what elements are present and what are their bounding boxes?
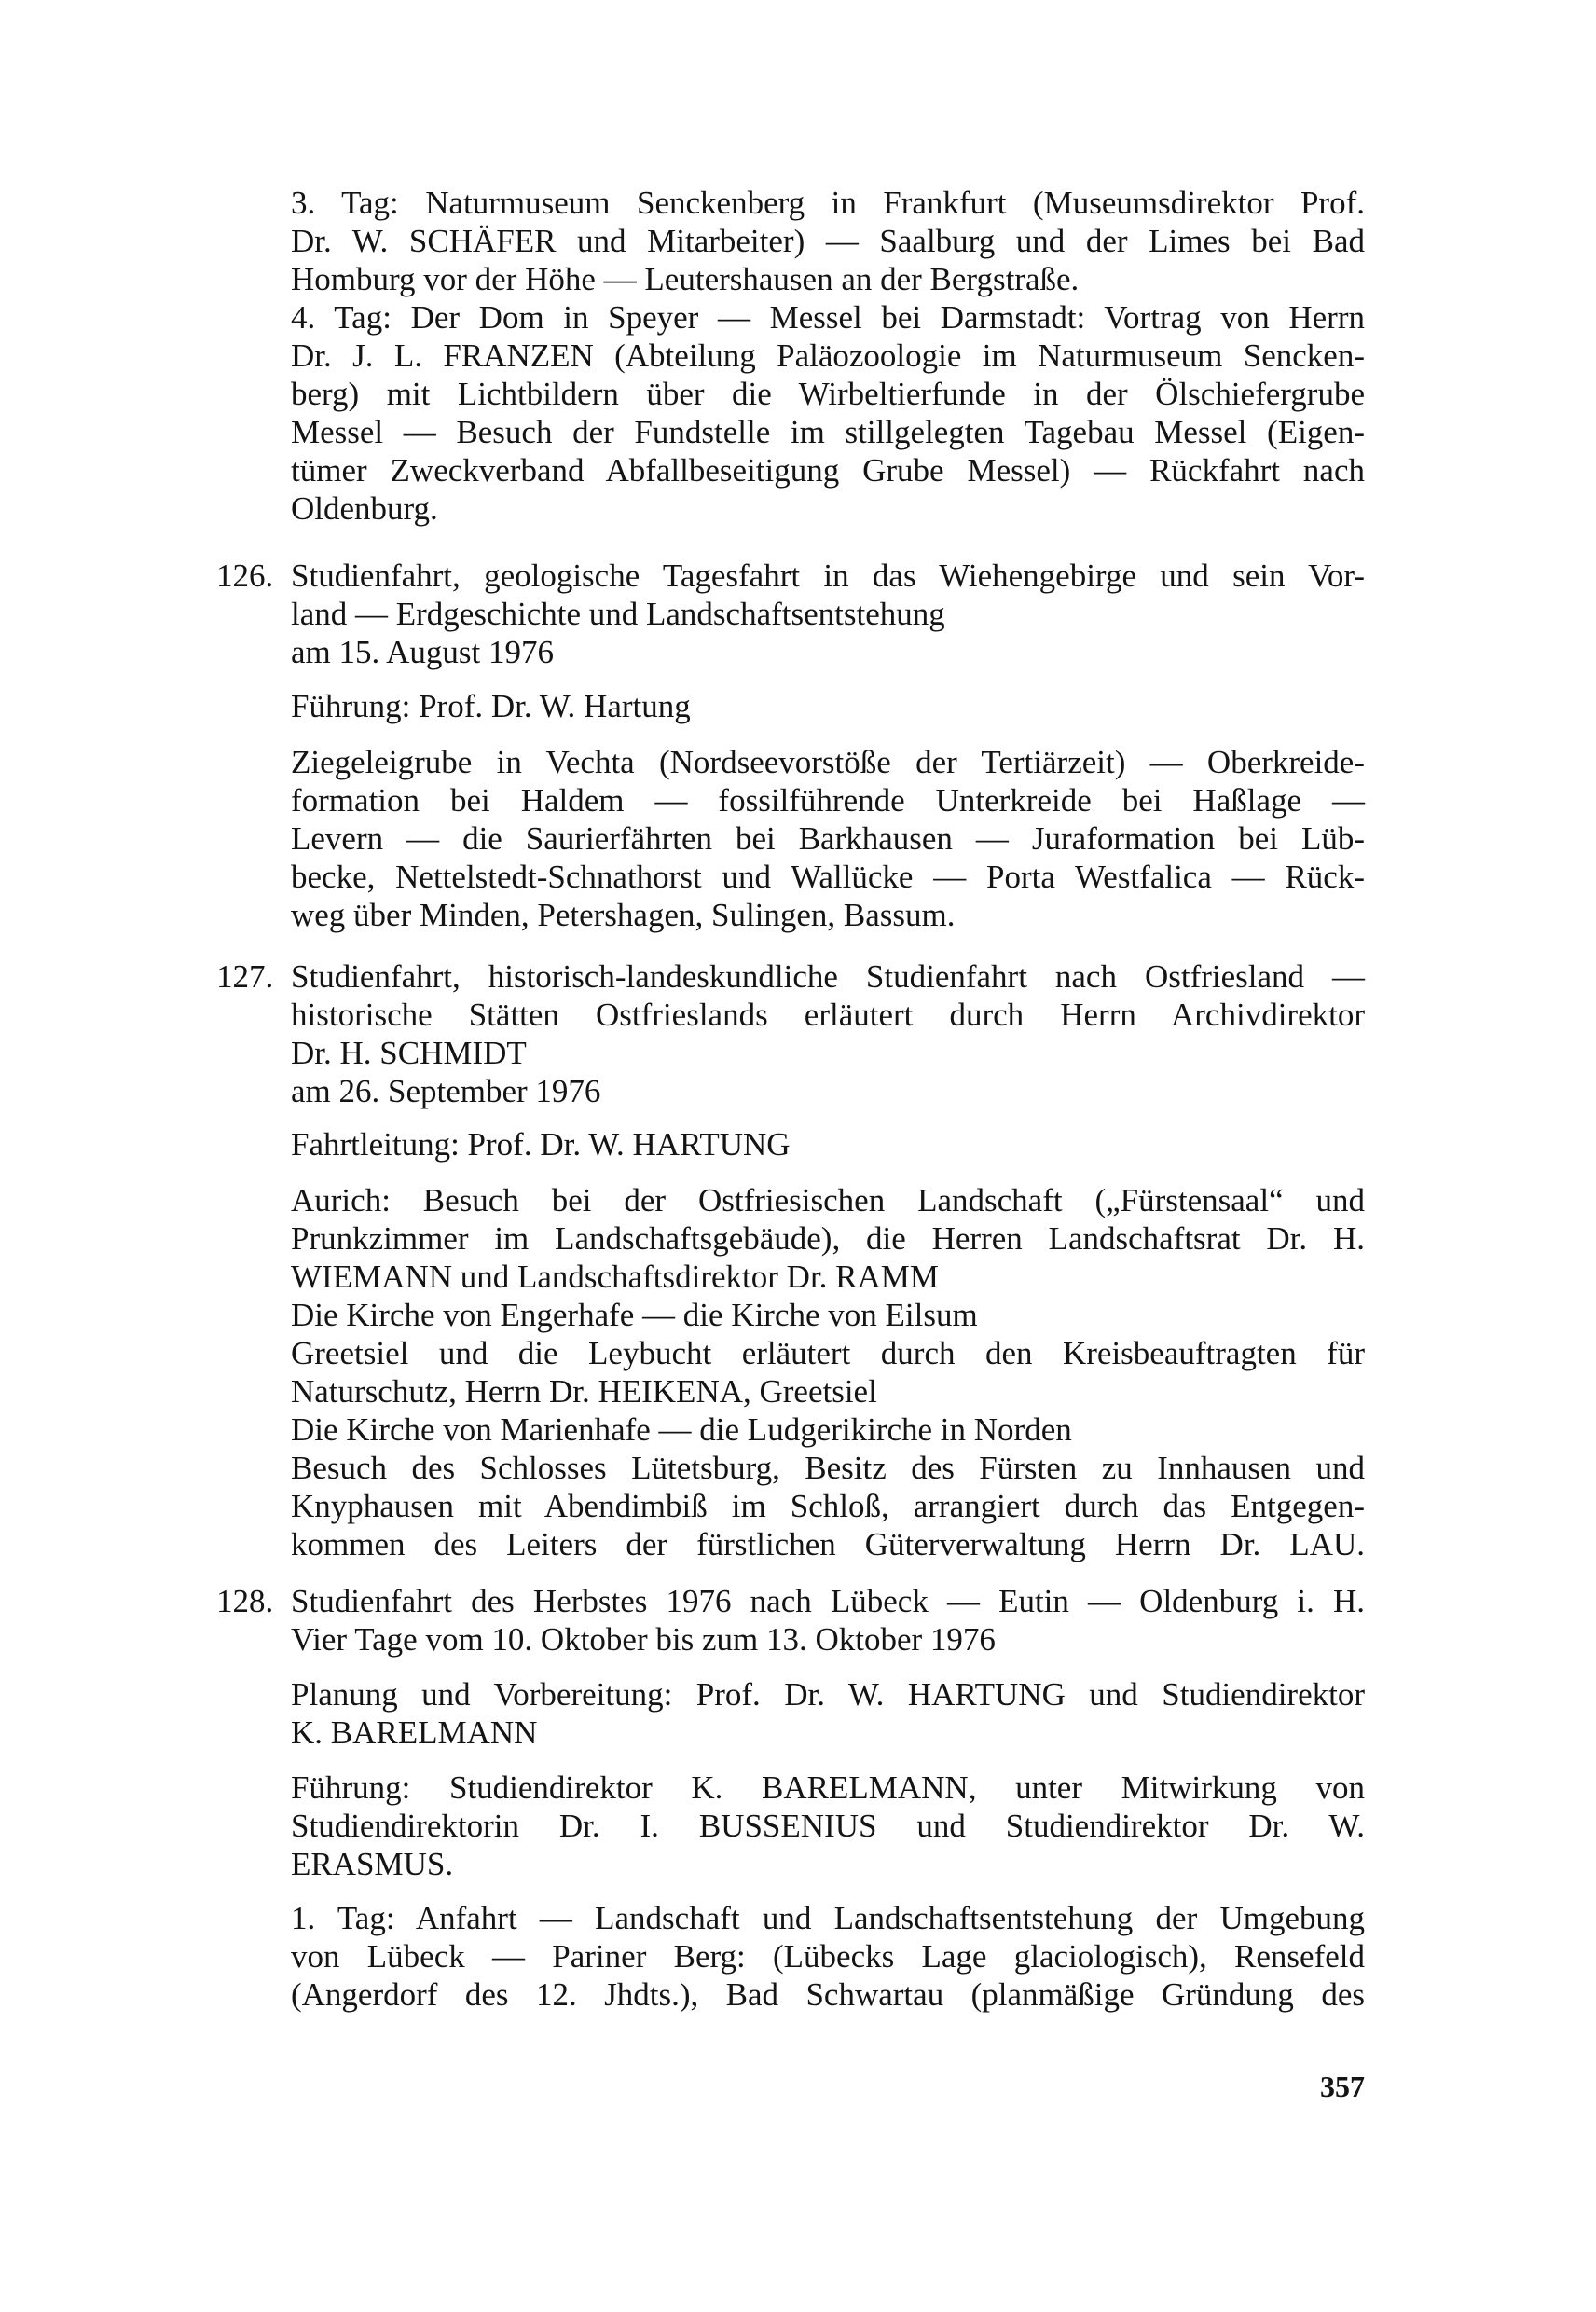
text-line: kommen des Leiters der fürstlichen Güterverwaltung Herrn Dr. LAU. (291, 1526, 1365, 1562)
text-line: Levern — die Saurierfährten bei Barkhausen — Juraformation bei Lüb- (291, 820, 1365, 857)
text-line: Dr. W. SCHÄFER und Mitarbeiter) — Saalburg und der Limes bei Bad (291, 223, 1365, 259)
text-line: Aurich: Besuch bei der Ostfriesischen Landschaft („Fürstensaal“ und (291, 1182, 1365, 1218)
text-line: Dr. H. SCHMIDT (291, 1035, 527, 1071)
text-line: historische Stätten Ostfrieslands erläutert durch Herrn Archivdirektor (291, 997, 1365, 1033)
text-line: Planung und Vorbereitung: Prof. Dr. W. HARTUNG und Studiendirektor (291, 1676, 1365, 1713)
text-line: Fahrtleitung: Prof. Dr. W. HARTUNG (291, 1126, 791, 1163)
entry-126-body (291, 743, 1365, 934)
text-line: Oldenburg. (291, 490, 438, 527)
text-line: K. BARELMANN (291, 1714, 538, 1751)
entry-127-body (291, 1181, 1365, 1563)
entry-number: 127. (216, 958, 274, 995)
entry-date: am 26. September 1976 (291, 1073, 601, 1109)
text-line: Prunkzimmer im Landschaftsgebäude), die Herren Landschaftsrat Dr. H. (291, 1220, 1365, 1257)
text-line: becke, Nettelstedt-Schnathorst und Wallücke — Porta Westfalica — Rück- (291, 859, 1365, 895)
entry-128-leader (291, 1768, 1365, 1883)
text-line: Studienfahrt, historisch-landeskundliche Studienfahrt nach Ostfriesland — (291, 958, 1365, 995)
text-line: land — Erdgeschichte und Landschaftsentstehung (291, 596, 945, 632)
text-line: 1. Tag: Anfahrt — Landschaft und Landschaftsentstehung der Umgebung (291, 1900, 1365, 1936)
text-line: tümer Zweckverband Abfallbeseitigung Grube Messel) — Rückfahrt nach (291, 452, 1365, 489)
text-line: Vier Tage vom 10. Oktober bis zum 13. Oktober 1976 (291, 1621, 996, 1658)
text-line: Ziegeleigrube in Vechta (Nordseevorstöße der Tertiärzeit) — Oberkreide- (291, 744, 1365, 780)
entry-126-leader (291, 687, 1365, 725)
text-line: Greetsiel und die Leybucht erläutert durch den Kreisbeauftragten für (291, 1335, 1365, 1371)
text-line: Führung: Prof. Dr. W. Hartung (291, 688, 691, 724)
entry-127-title (291, 957, 1365, 1110)
text-line: Studienfahrt des Herbstes 1976 nach Lübeck — Eutin — Oldenburg i. H. (291, 1583, 1365, 1619)
text-line: WIEMANN und Landschaftsdirektor Dr. RAMM (291, 1259, 940, 1295)
text-line: Homburg vor der Höhe — Leutershausen an der Bergstraße. (291, 261, 1080, 297)
entry-128-planning (291, 1675, 1365, 1752)
text-line: von Lübeck — Pariner Berg: (Lübecks Lage glaciologisch), Rensefeld (291, 1938, 1365, 1975)
text-line: Führung: Studiendirektor K. BARELMANN, unter Mitwirkung von (291, 1769, 1365, 1806)
entry-126-title (291, 557, 1365, 671)
text-line: formation bei Haldem — fossilführende Unterkreide bei Haßlage — (291, 782, 1365, 819)
text-line: ERASMUS. (291, 1846, 454, 1882)
text-line: Knyphausen mit Abendimbiß im Schloß, arrangiert durch das Entgegen- (291, 1488, 1365, 1524)
page-number: 357 (1320, 2070, 1365, 2103)
text-line: weg über Minden, Petershagen, Sulingen, Bassum. (291, 897, 956, 933)
entry-127-leader (291, 1125, 1365, 1163)
text-line: berg) mit Lichtbildern über die Wirbeltierfunde in der Ölschiefergrube (291, 376, 1365, 412)
entry-128-title (291, 1582, 1365, 1658)
text-line: Besuch des Schlosses Lütetsburg, Besitz des Fürsten zu Innhausen und (291, 1450, 1365, 1486)
intro-paragraph (291, 184, 1365, 528)
text-line: 3. Tag: Naturmuseum Senckenberg in Frankfurt (Museumsdirektor Prof. (291, 185, 1365, 221)
text-line: Die Kirche von Engerhafe — die Kirche von Eilsum (291, 1297, 978, 1333)
text-line: Studiendirektorin Dr. I. BUSSENIUS und Studiendirektor Dr. W. (291, 1808, 1365, 1844)
text-line: Studienfahrt, geologische Tagesfahrt in das Wiehengebirge und sein Vor- (291, 557, 1365, 594)
entry-number: 126. (216, 557, 274, 594)
text-line: 4. Tag: Der Dom in Speyer — Messel bei Darmstadt: Vortrag von Herrn (291, 299, 1365, 336)
entry-number: 128. (216, 1583, 274, 1619)
entry-128-day1 (291, 1899, 1365, 2014)
text-line: (Angerdorf des 12. Jhdts.), Bad Schwartau (planmäßige Gründung des (291, 1976, 1365, 2013)
text-line: Messel — Besuch der Fundstelle im stillgelegten Tagebau Messel (Eigen- (291, 414, 1365, 450)
text-line: Naturschutz, Herrn Dr. HEIKENA, Greetsiel (291, 1373, 877, 1410)
text-line: Die Kirche von Marienhafe — die Ludgerikirche in Norden (291, 1411, 1072, 1448)
entry-date: am 15. August 1976 (291, 634, 554, 670)
text-line: Dr. J. L. FRANZEN (Abteilung Paläozoologie im Naturmuseum Sencken- (291, 337, 1365, 374)
